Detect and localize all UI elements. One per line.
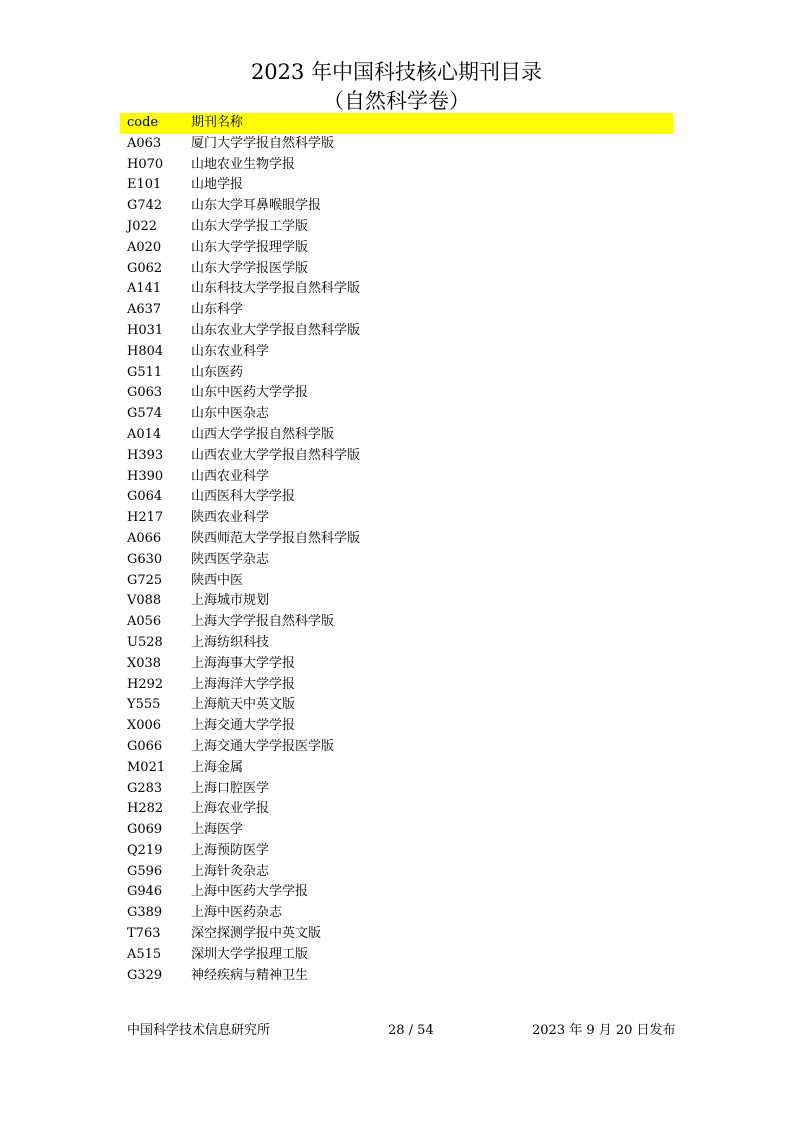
- journal-name: 山西大学学报自然科学版: [191, 426, 335, 442]
- table-row: [120, 654, 673, 675]
- journal-name: 上海预防医学: [191, 842, 270, 858]
- journal-code: A063: [127, 135, 162, 151]
- journal-name: 山东大学学报医学版: [191, 260, 309, 276]
- journal-name: 上海城市规划: [191, 593, 270, 609]
- journal-name: 上海纺织科技: [191, 634, 270, 650]
- journal-code: Y555: [127, 697, 161, 713]
- journal-name: 山地农业生物学报: [191, 156, 296, 172]
- journal-name: 上海航天中英文版: [191, 697, 296, 713]
- table-row: [120, 924, 673, 945]
- journal-code: G066: [127, 738, 163, 754]
- journal-code: H292: [127, 676, 164, 692]
- journal-code: V088: [127, 593, 162, 609]
- journal-code: A141: [127, 281, 162, 297]
- journal-name: 深空探测学报中英文版: [191, 926, 322, 942]
- table-row: [120, 425, 673, 446]
- table-row: [120, 529, 673, 550]
- table-row: [120, 155, 673, 176]
- header-code: code: [127, 115, 159, 130]
- journal-name: 山西医科大学学报: [191, 489, 296, 505]
- table-row: [120, 279, 673, 300]
- table-row: [120, 342, 673, 363]
- journal-code: Q219: [127, 842, 163, 858]
- journal-code: X006: [127, 718, 162, 734]
- journal-name: 上海针灸杂志: [191, 863, 270, 879]
- table-row: [120, 716, 673, 737]
- journal-code: A637: [127, 302, 162, 318]
- table-row: [120, 217, 673, 238]
- table-row: [120, 383, 673, 404]
- table-row: [120, 612, 673, 633]
- journal-code: G064: [127, 489, 163, 505]
- table-row: [120, 591, 673, 612]
- journal-name: 山东科学: [191, 302, 244, 318]
- journal-code: G574: [127, 406, 163, 422]
- table-row: [120, 841, 673, 862]
- page-subtitle: （自然科学卷）: [323, 89, 470, 113]
- table-row: [120, 259, 673, 280]
- journal-code: H390: [127, 468, 164, 484]
- journal-code: A020: [127, 239, 162, 255]
- footer-publisher: 中国科学技术信息研究所: [127, 1023, 271, 1038]
- journal-code: G742: [127, 198, 163, 214]
- journal-code: X038: [127, 655, 162, 671]
- journal-name: 山东医药: [191, 364, 244, 380]
- journal-code: A515: [127, 946, 162, 962]
- journal-code: G511: [127, 364, 163, 380]
- table-row: [120, 945, 673, 966]
- page-title: 2023 年中国科技核心期刊目录: [250, 60, 543, 84]
- table-row: [120, 799, 673, 820]
- journal-code: G596: [127, 863, 163, 879]
- journal-name: 上海交通大学学报: [191, 718, 296, 734]
- table-row: [120, 363, 673, 384]
- table-row: [120, 196, 673, 217]
- journal-name: 陕西中医: [191, 572, 244, 588]
- journal-code: H031: [127, 322, 164, 338]
- journal-name: 山东农业大学学报自然科学版: [191, 322, 361, 338]
- journal-code: H070: [127, 156, 164, 172]
- journal-name: 山东农业科学: [191, 343, 270, 359]
- journal-name: 山地学报: [191, 177, 244, 193]
- journal-table: [120, 113, 673, 986]
- journal-name: 上海农业学报: [191, 801, 270, 817]
- journal-name: 山西农业大学学报自然科学版: [191, 447, 361, 463]
- table-row: [120, 134, 673, 155]
- journal-code: G069: [127, 822, 163, 838]
- footer-date: 2023 年 9 月 20 日发布: [532, 1023, 676, 1038]
- table-row: [120, 695, 673, 716]
- journal-name: 上海中医药大学学报: [191, 884, 309, 900]
- journal-name: 上海医学: [191, 822, 244, 838]
- journal-name: 山东中医杂志: [191, 406, 270, 422]
- journal-name: 厦门大学学报自然科学版: [191, 135, 335, 151]
- journal-name: 上海海事大学学报: [191, 655, 296, 671]
- journal-name: 上海交通大学学报医学版: [191, 738, 335, 754]
- journal-name: 上海金属: [191, 759, 244, 775]
- journal-name: 山东大学学报理学版: [191, 239, 309, 255]
- journal-name: 山西农业科学: [191, 468, 270, 484]
- journal-code: T763: [127, 926, 161, 942]
- footer-page-number: 28 / 54: [388, 1023, 434, 1038]
- table-row: [120, 550, 673, 571]
- journal-name: 神经疾病与精神卫生: [191, 967, 309, 983]
- journal-name: 陕西医学杂志: [191, 551, 270, 567]
- journal-code: H282: [127, 801, 164, 817]
- table-row: [120, 571, 673, 592]
- table-row: [120, 321, 673, 342]
- journal-code: A014: [127, 426, 162, 442]
- header-name: 期刊名称: [191, 115, 244, 130]
- journal-code: H393: [127, 447, 164, 463]
- table-row: [120, 737, 673, 758]
- journal-name: 山东大学学报工学版: [191, 218, 309, 234]
- table-row: [120, 675, 673, 696]
- journal-name: 上海口腔医学: [191, 780, 270, 796]
- journal-code: G630: [127, 551, 163, 567]
- journal-name: 陕西农业科学: [191, 510, 270, 526]
- journal-code: G725: [127, 572, 163, 588]
- journal-code: J022: [127, 218, 158, 234]
- journal-code: G329: [127, 967, 163, 983]
- table-row: [120, 882, 673, 903]
- table-row: [120, 467, 673, 488]
- table-row: [120, 966, 673, 987]
- table-body: [120, 134, 673, 987]
- journal-code: U528: [127, 634, 163, 650]
- table-row: [120, 862, 673, 883]
- journal-name: 上海大学学报自然科学版: [191, 614, 335, 630]
- journal-code: H804: [127, 343, 164, 359]
- table-row: [120, 446, 673, 467]
- table-row: [120, 487, 673, 508]
- table-header-row: [120, 113, 673, 134]
- journal-code: A066: [127, 530, 162, 546]
- table-row: [120, 238, 673, 259]
- journal-code: E101: [127, 177, 162, 193]
- journal-code: A056: [127, 614, 162, 630]
- table-row: [120, 820, 673, 841]
- table-row: [120, 300, 673, 321]
- table-row: [120, 508, 673, 529]
- journal-name: 深圳大学学报理工版: [191, 946, 309, 962]
- table-row: [120, 404, 673, 425]
- table-row: [120, 903, 673, 924]
- journal-name: 上海中医药杂志: [191, 905, 283, 921]
- journal-name: 上海海洋大学学报: [191, 676, 296, 692]
- journal-code: M021: [127, 759, 166, 775]
- journal-name: 山东中医药大学学报: [191, 385, 309, 401]
- table-row: [120, 779, 673, 800]
- journal-code: G946: [127, 884, 163, 900]
- journal-name: 山东科技大学学报自然科学版: [191, 281, 361, 297]
- journal-code: G389: [127, 905, 163, 921]
- journal-name: 山东大学耳鼻喉眼学报: [191, 198, 322, 214]
- table-row: [120, 758, 673, 779]
- table-row: [120, 175, 673, 196]
- table-row: [120, 633, 673, 654]
- journal-name: 陕西师范大学学报自然科学版: [191, 530, 361, 546]
- journal-code: G283: [127, 780, 163, 796]
- journal-code: G062: [127, 260, 163, 276]
- journal-code: H217: [127, 510, 164, 526]
- journal-code: G063: [127, 385, 163, 401]
